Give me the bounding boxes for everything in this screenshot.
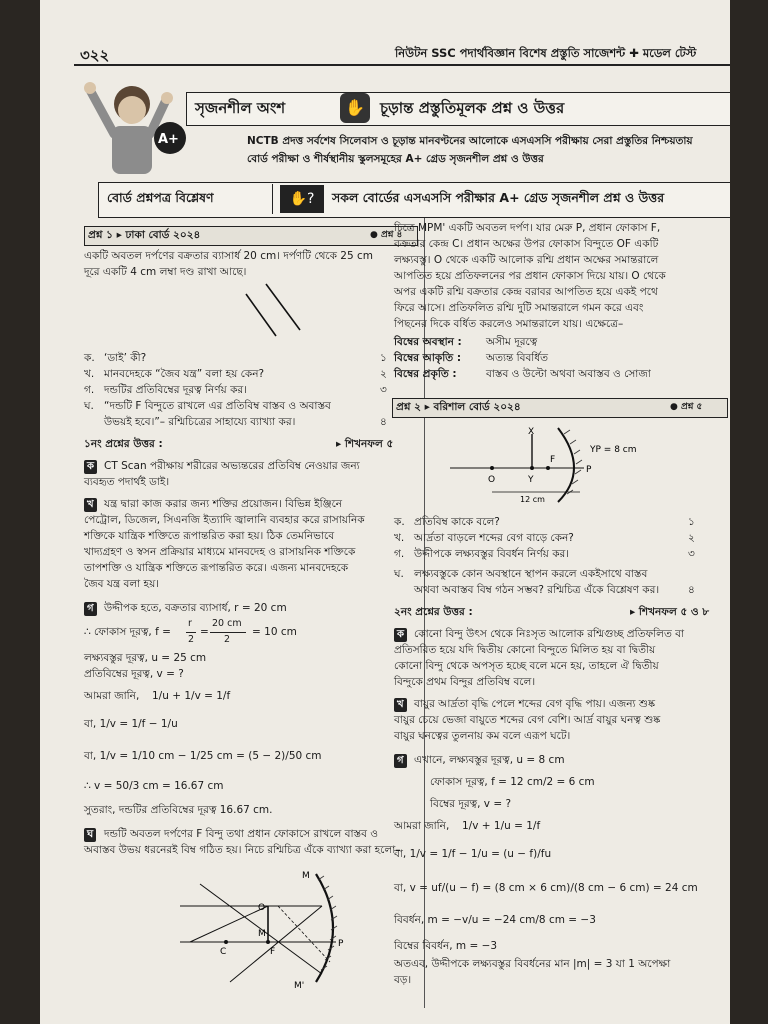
rc-nature-val: বাস্তব ও উল্টো অথবা অবাস্তব ও সোজা bbox=[486, 368, 651, 380]
a2-ga-s2: বা, v = uf/(u − f) = (8 cm × 6 cm)/(8 cm − 6 cm) = 24 cm bbox=[394, 882, 698, 894]
a1-ga-conclusion: সুতরাং, দন্ডটির প্রতিবিম্বের দূরত্ব 16.67 cm. bbox=[84, 804, 273, 816]
a1-ga-focal-den: 2 bbox=[188, 634, 195, 645]
a2-ga-s1: বা, 1/v = 1/f − 1/u = (u − f)/fu bbox=[394, 848, 552, 860]
q2-label-f: F bbox=[550, 455, 556, 465]
intro-line-2: বোর্ড পরীক্ষা ও শীর্ষস্থানীয় স্কুলসমূহের A+ গ্রেড সৃজনশীল প্রশ্ন ও উত্তর bbox=[247, 153, 544, 165]
a2-ga-s6: বড়। bbox=[394, 974, 412, 986]
q2-sub-label-c: গ. bbox=[394, 548, 405, 560]
q1-sub-marks-a: ১ bbox=[380, 352, 387, 364]
a1-outcome: ▸ শিখনফল ৫ bbox=[336, 438, 394, 450]
a1-kha-5: জৈব যন্ত্র বলা হয়। bbox=[84, 578, 160, 590]
a1-ga-focal-label: ∴ ফোকাস দূরত্ব, f = bbox=[84, 626, 171, 638]
a1-ga-1: উদ্দীপক হতে, বক্রতার ব্যাসার্ধ, r = 20 cm bbox=[104, 602, 287, 614]
a2-kha-1: বায়ুর চেয়ে ভেজা বায়ুতে শব্দের বেগ বেশি। আর্দ্র বায়ুর ঘনত্ব শুষ্ক bbox=[394, 714, 661, 726]
a1-ka-badge: ক bbox=[84, 460, 97, 474]
q1-sub-text-c: দন্ডটির প্রতিবিম্বের দূরত্ব নির্ণয় কর। bbox=[104, 384, 247, 396]
section-subtitle: চূড়ান্ত প্রস্তুতিমূলক প্রশ্ন ও উত্তর bbox=[380, 99, 565, 117]
a2-ka-0: কোনো বিন্দু উৎস থেকে নিঃসৃত আলোক রশ্মিগুচ্ছ প্রতিফলিত বা bbox=[414, 628, 685, 640]
a2-ga-s5: অতএব, উদ্দীপকে লক্ষ্যবস্তুর বিবর্ধনের মান |m| = 3 যা 1 অপেক্ষা bbox=[394, 958, 671, 970]
intro-line-1: NCTB প্রদত্ত সর্বশেষ সিলেবাস ও চূড়ান্ত মানবণ্টনের আলোকে এসএসসি পরীক্ষায় সেরা প্রস্তুতির নিশ্চয়তায় bbox=[247, 135, 693, 147]
q2-sub-text-b: আর্দ্রতা বাড়লে শব্দের বেগ বাড়ে কেন? bbox=[414, 532, 574, 544]
a1-kha-2: শক্তিকে যান্ত্রিক শক্তিতে রূপান্তরিত করা হয়। ঠিক তেমনিভাবে bbox=[84, 530, 335, 542]
running-header: নিউটন SSC পদার্থবিজ্ঞান বিশেষ প্রস্তুতি সাজেশন্ট ✚ মডেল টেস্ট bbox=[395, 46, 697, 60]
a2-kha-0: বায়ুর আর্দ্রতা বৃদ্ধি পেলে শব্দের বেগ বৃদ্ধি পায়। এজন্য শুষ্ক bbox=[414, 698, 655, 710]
a2-ka-1: প্রতিসরিত হয়ে যদি দ্বিতীয় কোনো বিন্দুতে মিলিত হয় বা দ্বিতীয় bbox=[394, 644, 656, 656]
q1-sub-label-d: ঘ. bbox=[84, 400, 94, 412]
a1-ga-know: আমরা জানি, bbox=[84, 690, 140, 702]
a1-gha-badge: ঘ bbox=[84, 828, 96, 842]
q2-tag: ● প্রশ্ন ৫ bbox=[670, 402, 703, 412]
a1-ga-step1: বা, 1/v = 1/f − 1/u bbox=[84, 718, 178, 730]
a2-ga-know: আমরা জানি, bbox=[394, 820, 450, 832]
q2-sub-text-c: উদ্দীপকে লক্ষ্যবস্তুর বিবর্ধন নির্ণয় কর। bbox=[414, 548, 570, 560]
diagram-label-o: O bbox=[258, 903, 266, 913]
board-analysis-title: বোর্ড প্রশ্নপত্র বিশ্লেষণ bbox=[107, 190, 214, 205]
a1-gha-1: দন্ডটি অবতল দর্পণের F বিন্দু তথা প্রধান ফোকাসে রাখলে বাস্তব ও bbox=[104, 828, 378, 840]
q2-sub-label-a: ক. bbox=[394, 516, 405, 528]
rc-cont-3: আপতিত হয়ে প্রতিফলনের পর প্রধান ফোকাস দিয়ে যায়। O থেকে bbox=[394, 270, 666, 282]
a1-kha-3: খাদ্যগ্রহণ ও স্বসন প্রক্রিয়ার মাধ্যমে মানবদেহ ও রাসায়নিক শক্তিকে bbox=[84, 546, 356, 558]
q2-sub-text-d-2: অথবা অবাস্তব বিম্ব গঠন সম্ভব? রশ্মিচিত্র এঁকে বিশ্লেষণ কর। bbox=[414, 584, 660, 596]
book-page bbox=[40, 0, 730, 1024]
diagram-label-c: C bbox=[220, 947, 227, 957]
diagram-label-m-top: M bbox=[302, 871, 310, 881]
rc-nature-label: বিম্বের প্রকৃতি : bbox=[394, 368, 457, 380]
a2-ka-badge: ক bbox=[394, 628, 407, 642]
a2-ga-s3: বিবর্ধন, m = −v/u = −24 cm/8 cm = −3 bbox=[394, 914, 596, 926]
a1-ga-v: প্রতিবিম্বের দূরত্ব, v = ? bbox=[84, 668, 184, 680]
hand-icon: ✋ bbox=[340, 93, 370, 123]
a-plus-badge: A+ bbox=[158, 132, 179, 147]
board-analysis-subtitle: সকল বোর্ডের এসএসসি পরীক্ষার A+ গ্রেড সৃজনশীল প্রশ্ন ও উত্তর bbox=[332, 190, 665, 205]
q2-sub-label-b: খ. bbox=[394, 532, 405, 544]
q2-sub-marks-c: ৩ bbox=[688, 548, 695, 560]
a2-outcome: ▸ শিখনফল ৫ ও ৮ bbox=[630, 606, 710, 618]
a2-kha-badge: খ bbox=[394, 698, 407, 712]
q2-label-y: Y bbox=[528, 475, 534, 485]
a1-kha-1: পেট্রোল, ডিজেল, সিএনজি ইত্যাদি জ্বালানি ব্যবহার করে রাসায়নিক bbox=[84, 514, 365, 526]
a1-ga-formula: 1/u + 1/v = 1/f bbox=[152, 690, 231, 702]
rc-cont-6: পিছনের দিকে বর্ধিত করলেও সমান্তরালে যায়। এক্ষেত্রে– bbox=[394, 318, 624, 330]
a2-ka-3: বিন্দুকে প্রথম বিন্দুর প্রতিবিম্ব বলে। bbox=[394, 676, 536, 688]
q1-sub-marks-b: ২ bbox=[380, 368, 387, 380]
q1-sub-text-b: মানবদেহকে “জৈব যন্ত্র” বলা হয় কেন? bbox=[104, 368, 265, 380]
rc-shape-val: অত্যন্ত বিবর্ধিত bbox=[486, 352, 549, 364]
q1-sub-label-a: ক. bbox=[84, 352, 95, 364]
a1-ga-focal-num: r bbox=[188, 618, 192, 629]
a1-ga-step3: ∴ v = 50/3 cm = 16.67 cm bbox=[84, 780, 224, 792]
q2-label-o: O bbox=[488, 475, 496, 485]
a2-ga-formula: 1/v + 1/u = 1/f bbox=[462, 820, 541, 832]
rc-pos-val: অসীম দূরত্বে bbox=[486, 336, 538, 348]
q2-label-p: P bbox=[586, 465, 592, 475]
a1-ga-focal-den2: 2 bbox=[224, 634, 231, 645]
q1-sub-label-b: খ. bbox=[84, 368, 95, 380]
a1-kha-0: যন্ত্র দ্বারা কাজ করার জন্য শক্তির প্রয়োজন। বিভিন্ন ইঞ্জিনে bbox=[104, 498, 343, 510]
a1-kha-badge: খ bbox=[84, 498, 97, 512]
q2-label-yp: YP = 8 cm bbox=[590, 445, 637, 455]
a2-ga-badge: গ bbox=[394, 754, 407, 768]
q2-sub-text-d: লক্ষ্যবস্তুকে কোন অবস্থানে স্থাপন করলে একইসাথে বাস্তব bbox=[414, 568, 648, 580]
q1-sub-text-a: ‘ডাই’ কী? bbox=[104, 352, 147, 364]
a1-ga-badge: গ bbox=[84, 602, 97, 616]
q1-sub-text-d-2: উভয়ই হবে।”– রশ্মিচিত্রের সাহায্যে ব্যাখ্যা কর। bbox=[104, 416, 296, 428]
diagram-label-p: P bbox=[338, 939, 344, 949]
rc-cont-1: বক্রতার কেন্দ্র C। প্রধান অক্ষের উপর ফোকাস বিন্দুতে OF একটি bbox=[394, 238, 659, 250]
page-number: ৩২২ bbox=[80, 46, 110, 64]
q2-label-x: X bbox=[528, 427, 535, 437]
a1-ka-2: ব্যবহৃত পদার্থই ডাই। bbox=[84, 476, 170, 488]
a1-header: ১নং প্রশ্নের উত্তর : bbox=[84, 438, 163, 450]
q2-sub-marks-b: ২ bbox=[688, 532, 695, 544]
rc-shape-label: বিম্বের আকৃতি : bbox=[394, 352, 462, 364]
section-title: সৃজনশীল অংশ bbox=[195, 99, 286, 117]
q2-sub-marks-a: ১ bbox=[688, 516, 695, 528]
a1-ga-focal-result: = 10 cm bbox=[252, 626, 297, 638]
q1-stem-1: একটি অবতল দর্পণের বক্রতার ব্যাসার্ধ 20 cm। দর্পণটি থেকে 25 cm bbox=[84, 250, 374, 262]
q2-sub-text-a: প্রতিবিম্ব কাকে বলে? bbox=[414, 516, 500, 528]
rc-cont-5: ফিরে আসে। প্রতিফলিত রশ্মি দুটি সমান্তরালে গমন করে এবং bbox=[394, 302, 644, 314]
q2-mirror-diagram bbox=[440, 422, 670, 504]
student-cartoon-illustration bbox=[84, 76, 194, 178]
a1-ga-focal-num2: 20 cm bbox=[212, 618, 242, 629]
a1-ga-focal-eq: = bbox=[200, 626, 209, 638]
q1-sub-marks-c: ৩ bbox=[380, 384, 387, 396]
a2-header: ২নং প্রশ্নের উত্তর : bbox=[394, 606, 473, 618]
rc-cont-0: চিত্রে MPM' একটি অবতল দর্পণ। যার মেরু P, প্রধান ফোকাস F, bbox=[394, 222, 661, 234]
a1-kha-4: তাপশক্তি ও যান্ত্রিক শক্তিতে রূপান্তরিত করে। এজন্য মানবদেহকে bbox=[84, 562, 349, 574]
diagram-label-m-bottom: M' bbox=[294, 981, 305, 991]
diagram-label-m: M bbox=[258, 929, 266, 939]
q1-rods-figure bbox=[240, 280, 310, 340]
q1-stem-2: দূরে একটি 4 cm লম্বা দণ্ড রাখা আছে। bbox=[84, 266, 247, 278]
a1-ka-1: CT Scan পরীক্ষায় শরীরের অভ্যন্তরের প্রতিবিম্ব নেওয়ার জন্য bbox=[104, 460, 360, 472]
a2-ga-2: ফোকাস দূরত্ব, f = 12 cm/2 = 6 cm bbox=[430, 776, 595, 788]
q1-sub-marks-d: ৪ bbox=[380, 416, 387, 428]
rc-cont-4: অপর একটি রশ্মি বক্রতার কেন্দ্র বরাবর আপতিত হয়ে একই পথে bbox=[394, 286, 658, 298]
diagram-label-f: F bbox=[270, 947, 276, 957]
a1-ga-u: লক্ষ্যবস্তুর দূরত্ব, u = 25 cm bbox=[84, 652, 207, 664]
rc-cont-2: লক্ষ্যবস্তু। O থেকে একটি আলোক রশ্মি প্রধান অক্ষের সমান্তরালে bbox=[394, 254, 659, 266]
a2-kha-2: বায়ুর ঘনত্বের তুলনায় কম বলে এরূপ ঘটে। bbox=[394, 730, 571, 742]
a2-ga-1: এখানে, লক্ষ্যবস্তুর দূরত্ব, u = 8 cm bbox=[414, 754, 565, 766]
a2-ka-2: কোনো বিন্দু থেকে অপসৃত হচ্ছে বলে মনে হয়, তাহলে ঐ দ্বিতীয় bbox=[394, 660, 659, 672]
a2-ga-s4: বিম্বের বিবর্ধন, m = −3 bbox=[394, 940, 498, 952]
q2-label-dist: 12 cm bbox=[520, 495, 545, 504]
rc-pos-label: বিম্বের অবস্থান : bbox=[394, 336, 462, 348]
q1-tag: ● প্রশ্ন ৪ bbox=[370, 230, 403, 240]
q2-sub-marks-d: ৪ bbox=[688, 584, 695, 596]
q1-header: প্রশ্ন ১ ▸ ঢাকা বোর্ড ২০২৪ bbox=[88, 229, 201, 241]
header-rule bbox=[74, 64, 730, 66]
q1-sub-label-c: গ. bbox=[84, 384, 95, 396]
q1-sub-text-d: “দন্ডটি F বিন্দুতে রাখলে এর প্রতিবিম্ব বাস্তব ও অবাস্তব bbox=[104, 400, 331, 412]
concave-mirror-ray-diagram bbox=[170, 866, 380, 992]
a1-ga-step2: বা, 1/v = 1/10 cm − 1/25 cm = (5 − 2)/50 cm bbox=[84, 750, 322, 762]
a2-ga-3: বিম্বের দূরত্ব, v = ? bbox=[430, 798, 512, 810]
a1-gha-2: অবাস্তব উভয় ধরনেরই বিম্ব গঠিত হয়। নিচে রশ্মিচিত্র এঁকে ব্যাখ্যা করা হলো– bbox=[84, 844, 401, 856]
q2-sub-label-d: ঘ. bbox=[394, 568, 404, 580]
q2-header: প্রশ্ন ২ ▸ বরিশাল বোর্ড ২০২৪ bbox=[396, 401, 521, 413]
question-hand-icon: ✋? bbox=[280, 185, 324, 213]
